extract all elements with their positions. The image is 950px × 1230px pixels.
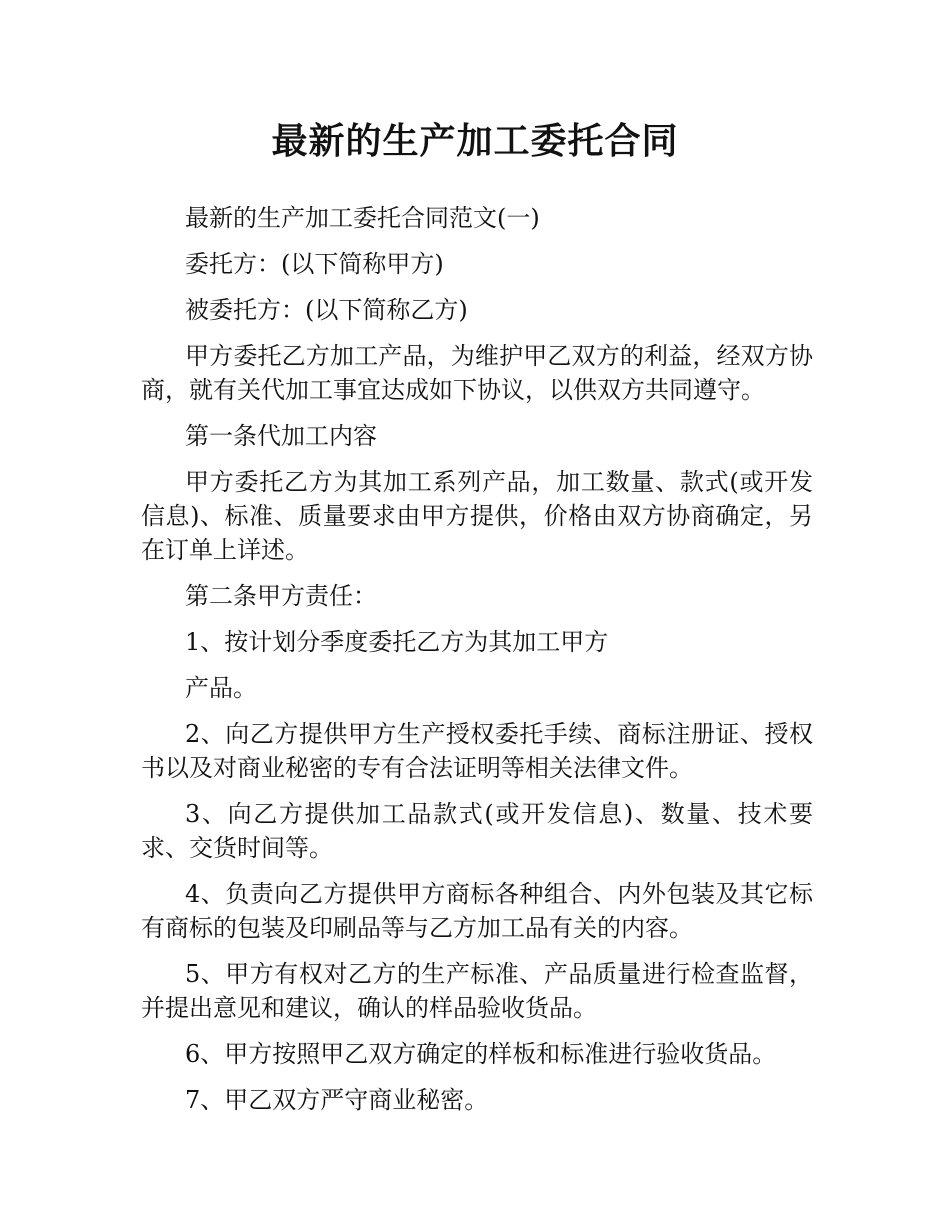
- document-body: [141, 201, 813, 1129]
- paragraph-article-1-heading: 第一条代加工内容: [185, 422, 377, 450]
- paragraph-heading-sample: 最新的生产加工委托合同范文(一): [185, 204, 540, 232]
- paragraph-party-b: 被委托方：(以下简称乙方): [185, 296, 468, 324]
- paragraph-article-2-heading: 第二条甲方责任：: [185, 582, 377, 610]
- paragraph-item-7: 7、甲乙双方严守商业秘密。: [185, 1086, 489, 1114]
- paragraph-item-4: 4、负责向乙方提供甲方商标各种组合、内外包装及其它标有商标的包装及印刷品等与乙方加工品有关的内容。: [141, 880, 813, 942]
- paragraph-preamble: 甲方委托乙方加工产品，为维护甲乙双方的利益，经双方协商，就有关代加工事宜达成如下协议，以供双方共同遵守。: [141, 342, 813, 404]
- paragraph-article-1-body: 甲方委托乙方为其加工系列产品，加工数量、款式(或开发信息)、标准、质量要求由甲方提供，价格由双方协商确定，另在订单上详述。: [141, 468, 813, 564]
- paragraph-item-2: 2、向乙方提供甲方生产授权委托手续、商标注册证、授权书以及对商业秘密的专有合法证明等相关法律文件。: [141, 720, 813, 782]
- paragraph-item-3: 3、向乙方提供加工品款式(或开发信息)、数量、技术要求、交货时间等。: [141, 800, 813, 862]
- paragraph-item-1: 1、按计划分季度委托乙方为其加工甲方: [185, 628, 609, 656]
- paragraph-item-5: 5、甲方有权对乙方的生产标准、产品质量进行检查监督，并提出意见和建议，确认的样品验收货品。: [141, 960, 813, 1022]
- document-title: 最新的生产加工委托合同: [271, 121, 679, 162]
- paragraph-item-1-continued: 产品。: [185, 674, 257, 702]
- paragraph-item-6: 6、甲方按照甲乙双方确定的样板和标准进行验收货品。: [185, 1040, 777, 1068]
- paragraph-party-a: 委托方：(以下简称甲方): [185, 250, 444, 278]
